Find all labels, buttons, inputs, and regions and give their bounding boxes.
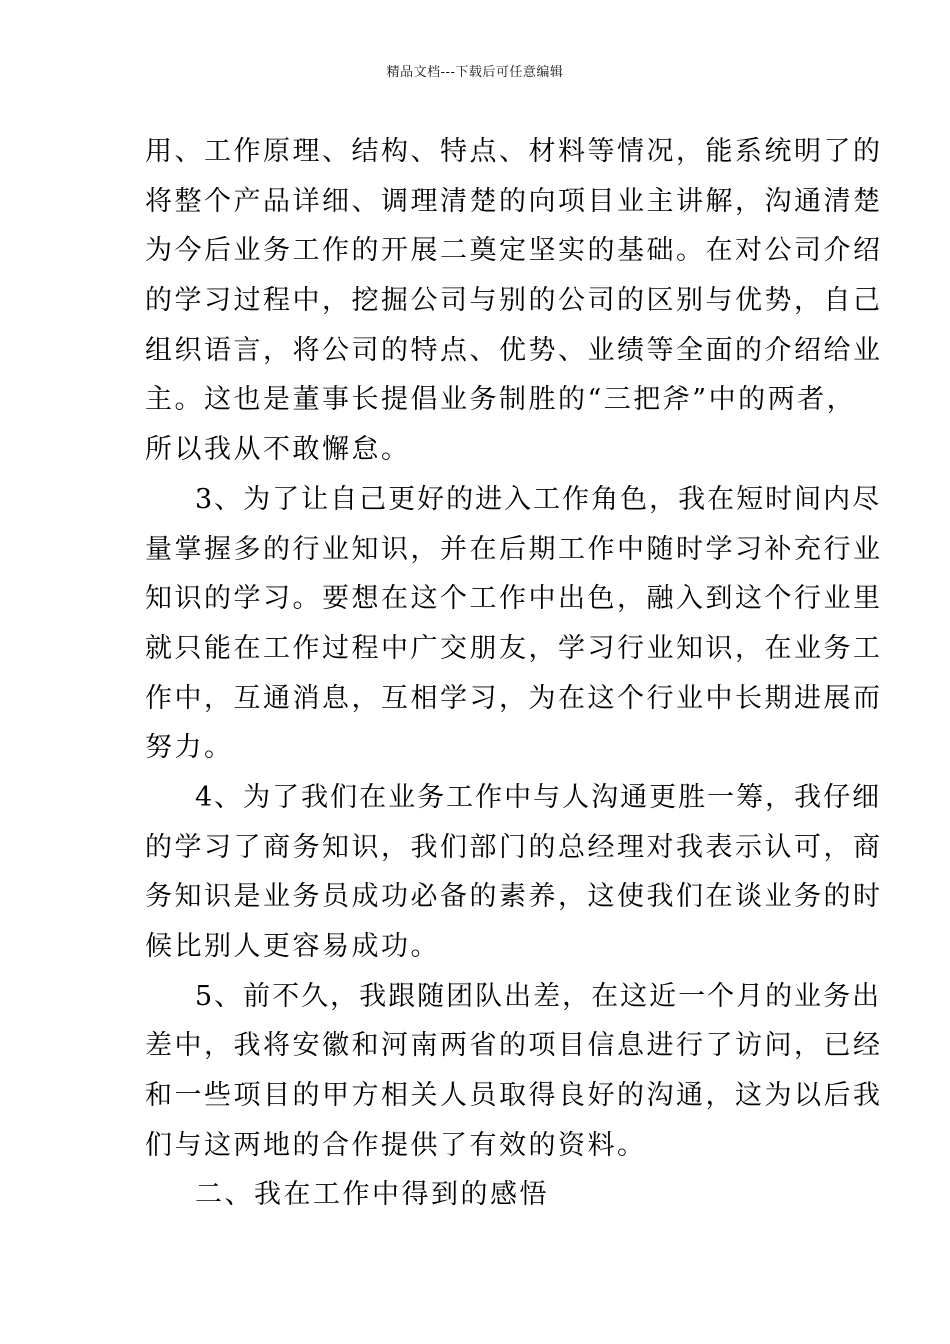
text-line: 务知识是业务员成功必备的素养，这使我们在谈业务的时 bbox=[145, 881, 883, 913]
text-line: 所以我从不敢懈怠。 bbox=[145, 434, 411, 466]
text-line: 为今后业务工作的开展二奠定坚实的基础。在对公司介绍 bbox=[145, 235, 883, 267]
paragraph-start-line: 3、为了让自己更好的进入工作角色，我在短时间内尽 bbox=[195, 483, 882, 515]
paragraph-start-line: 4、为了我们在业务工作中与人沟通更胜一筹，我仔细 bbox=[195, 781, 882, 813]
text-line: 努力。 bbox=[145, 732, 234, 764]
text-line: 差中，我将安徽和河南两省的项目信息进行了访问，已经 bbox=[145, 1030, 883, 1062]
text-line: 主。这也是董事长提倡业务制胜的“三把斧”中的两者， bbox=[145, 384, 857, 416]
text-line: 将整个产品详细、调理清楚的向项目业主讲解，沟通清楚 bbox=[145, 185, 883, 217]
text-line: 量掌握多的行业知识，并在后期工作中随时学习补充行业 bbox=[145, 533, 883, 565]
text-line: 和一些项目的甲方相关人员取得良好的沟通，这为以后我 bbox=[145, 1080, 883, 1112]
text-line: 的学习了商务知识，我们部门的总经理对我表示认可，商 bbox=[145, 831, 883, 863]
document-body bbox=[145, 127, 883, 1220]
text-line: 知识的学习。要想在这个工作中出色，融入到这个行业里 bbox=[145, 583, 883, 615]
section-heading: 二、我在工作中得到的感悟 bbox=[195, 1179, 549, 1211]
text-line: 就只能在工作过程中广交朋友，学习行业知识，在业务工 bbox=[145, 632, 883, 664]
paragraph-start-line: 5、前不久，我跟随团队出差，在这近一个月的业务出 bbox=[195, 980, 882, 1012]
text-line: 候比别人更容易成功。 bbox=[145, 931, 440, 962]
text-line: 组织语言，将公司的特点、优势、业绩等全面的介绍给业 bbox=[145, 334, 883, 366]
text-line: 的学习过程中，挖掘公司与别的公司的区别与优势，自己 bbox=[145, 285, 883, 317]
text-line: 们与这两地的合作提供了有效的资料。 bbox=[145, 1129, 647, 1161]
text-line: 作中，互通消息，互相学习，为在这个行业中长期进展而 bbox=[145, 682, 883, 714]
text-line: 用、工作原理、结构、特点、材料等情况，能系统明了的 bbox=[145, 136, 883, 167]
page-header: 精品文档---下载后可任意编辑 bbox=[386, 65, 564, 80]
